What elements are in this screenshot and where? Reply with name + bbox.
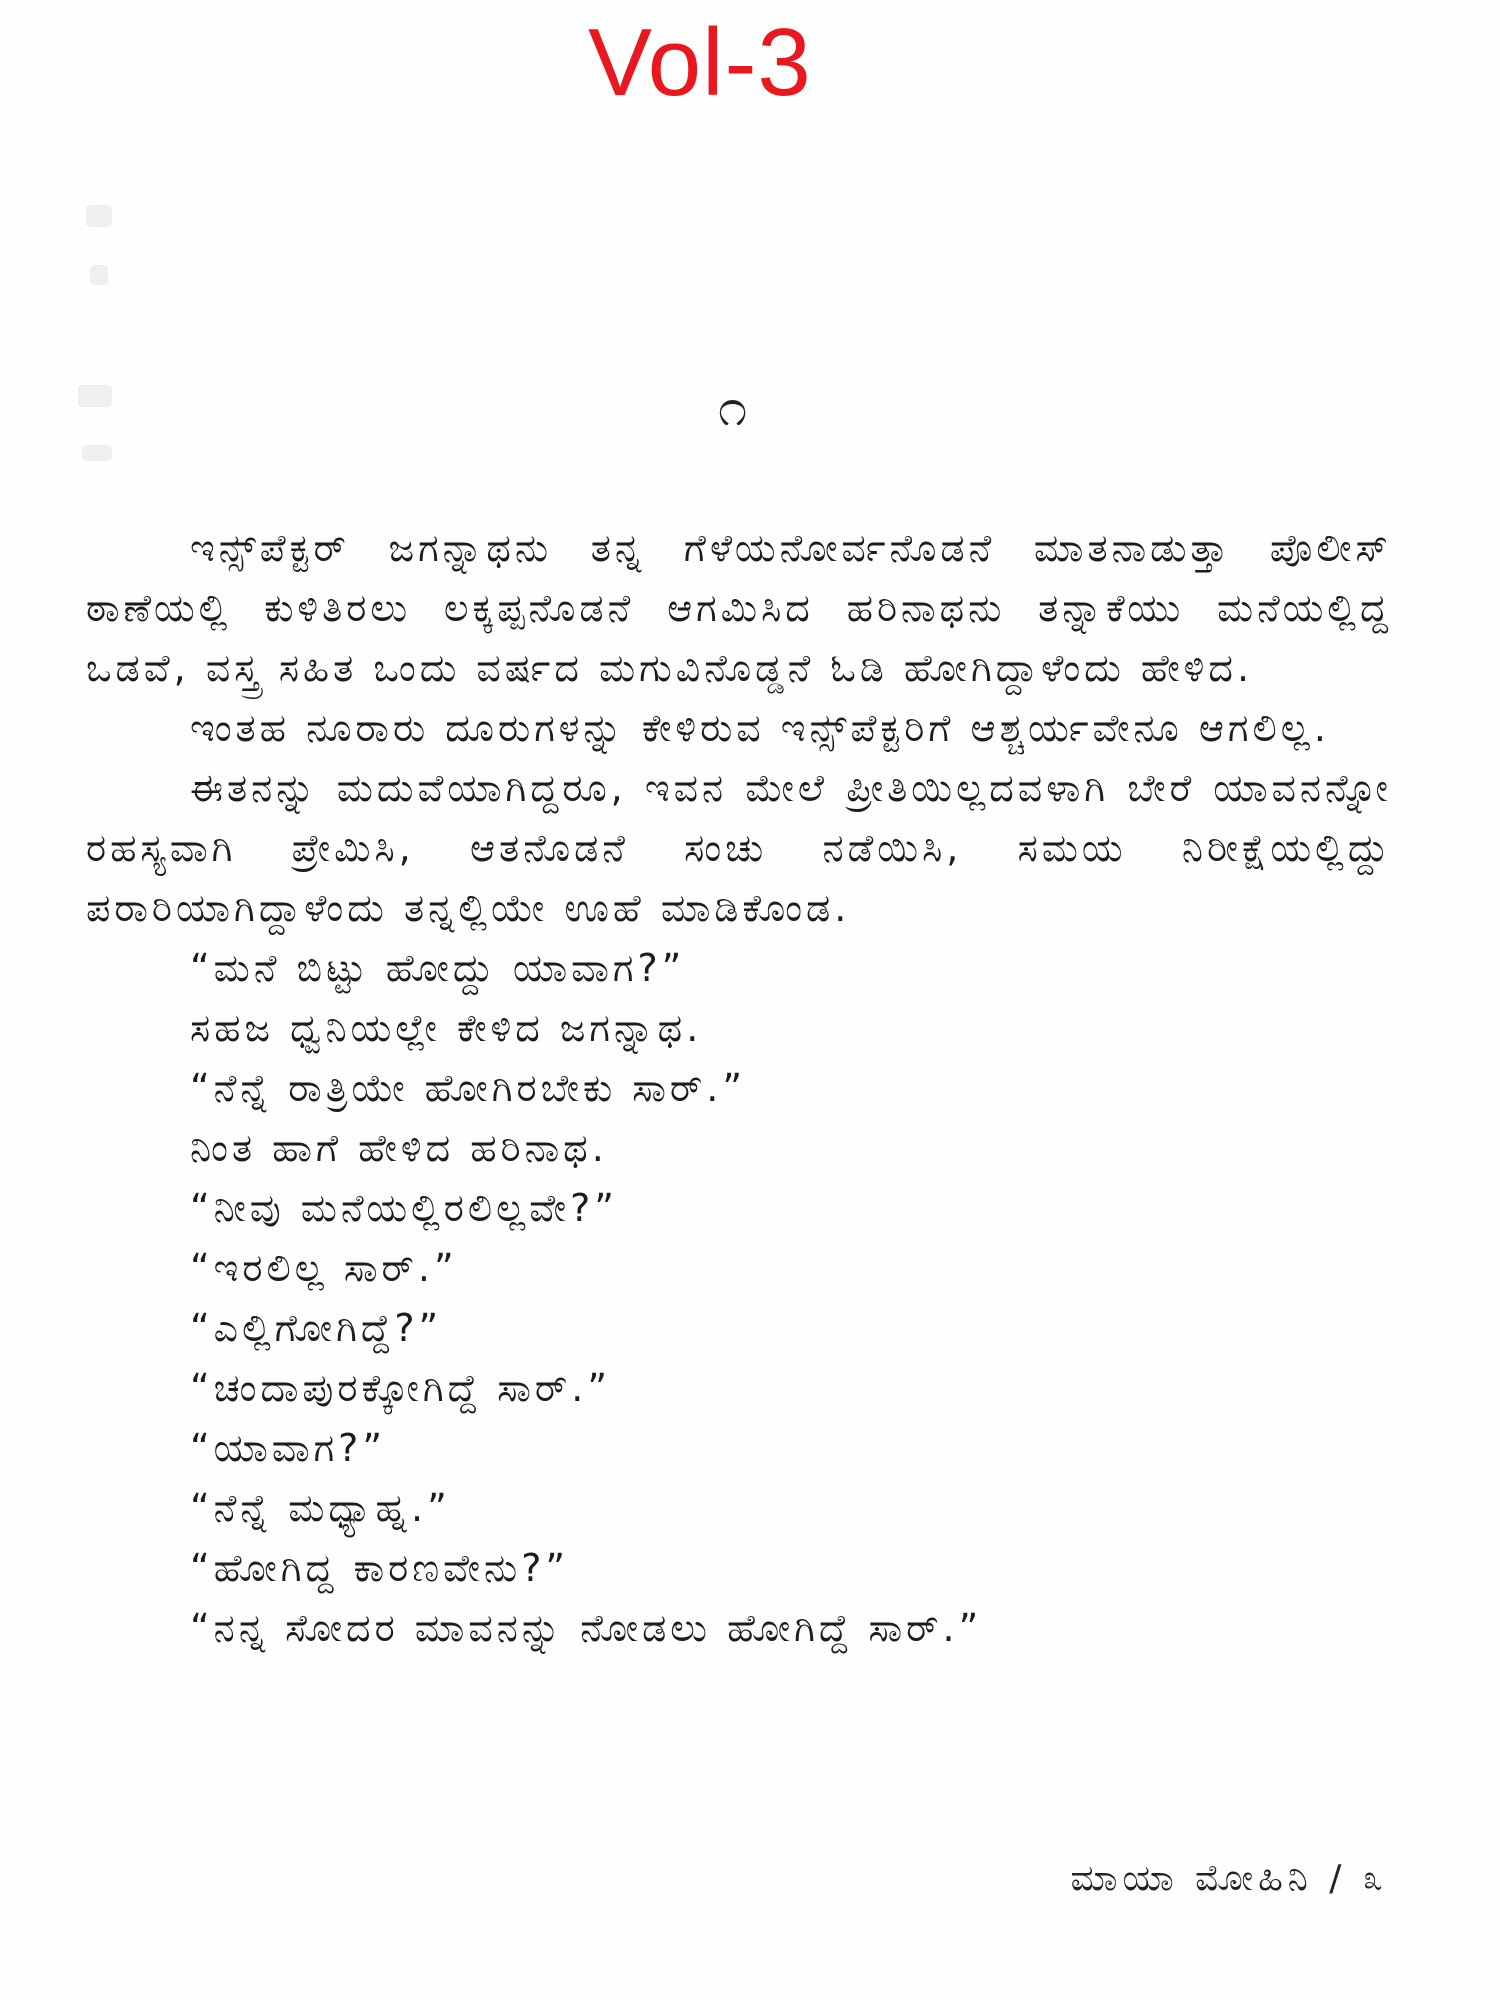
body-text [86,518,1392,1658]
scan-smudge [78,385,112,407]
volume-label: Vol-3 [588,9,812,116]
paragraph: ಈತನನ್ನು ಮದುವೆಯಾಗಿದ್ದರೂ, ಇವನ ಮೇಲೆ ಪ್ರೀತಿಯಿಲ್ಲದವಳಾಗಿ ಬೇರೆ ಯಾವನನ್ನೋ ರಹಸ್ಯವಾಗಿ ಪ್ರೇಮಿಸಿ, ಆತನೊಡನೆ ಸಂಚು ನಡೆಯಿಸಿ, ಸಮಯ ನಿರೀಕ್ಷೆಯಲ್ಲಿದ್ದು ಪರಾರಿಯಾಗಿದ್ದಾಳೆಂದು ತನ್ನಲ್ಲಿಯೇ ಊಹೆ ಮಾಡಿಕೊಂಡ. [86,766,1392,930]
dialogue-line: “ನೀವು ಮನೆಯಲ್ಲಿರಲಿಲ್ಲವೇ?” [190,1186,618,1230]
narration-line: ಸಹಜ ಧ್ವನಿಯಲ್ಲೇ ಕೇಳಿದ ಜಗನ್ನಾಥ. [190,1006,703,1050]
dialogue-line: “ಎಲ್ಲಿಗೋಗಿದ್ದೆ?” [190,1306,443,1350]
page-footer: ಮಾಯಾ ಮೋಹಿನಿ / ೩ [1070,1858,1388,1899]
dialogue-line: “ಇರಲಿಲ್ಲ ಸಾರ್.” [190,1246,458,1290]
dialogue-line: “ಚಂದಾಪುರಕ್ಕೋಗಿದ್ದೆ ಸಾರ್.” [190,1366,612,1410]
scan-smudge [86,205,112,227]
dialogue-line: “ಹೋಗಿದ್ದ ಕಾರಣವೇನು?” [190,1546,570,1590]
dialogue-line: “ನನ್ನ ಸೋದರ ಮಾವನನ್ನು ನೋಡಲು ಹೋಗಿದ್ದೆ ಸಾರ್.” [190,1606,983,1650]
dialogue-line: “ನೆನ್ನೆ ರಾತ್ರಿಯೇ ಹೋಗಿರಬೇಕು ಸಾರ್.” [190,1066,747,1110]
narration-line: ನಿಂತ ಹಾಗೆ ಹೇಳಿದ ಹರಿನಾಥ. [190,1126,608,1170]
dialogue-line: “ಯಾವಾಗ?” [190,1426,387,1470]
paragraph: ಇಂತಹ ನೂರಾರು ದೂರುಗಳನ್ನು ಕೇಳಿರುವ ಇನ್ಸ್‌ಪೆಕ್ಟರಿಗೆ ಆಶ್ಚರ್ಯವೇನೂ ಆಗಲಿಲ್ಲ. [190,706,1330,750]
dialogue-line: “ನೆನ್ನೆ ಮಧ್ಯಾಹ್ನ.” [190,1486,451,1530]
scan-smudge [90,265,108,285]
dialogue-line: “ಮನೆ ಬಿಟ್ಟು ಹೋದ್ದು ಯಾವಾಗ?” [190,946,686,990]
chapter-number: ೧ [718,378,748,438]
paragraph: ಇನ್ಸ್‌ಪೆಕ್ಟರ್ ಜಗನ್ನಾಥನು ತನ್ನ ಗೆಳೆಯನೋರ್ವನೊಡನೆ ಮಾತನಾಡುತ್ತಾ ಪೊಲೀಸ್ ಠಾಣೆಯಲ್ಲಿ ಕುಳಿತಿರಲು ಲಕ್ಕಪ್ಪನೊಡನೆ ಆಗಮಿಸಿದ ಹರಿನಾಥನು ತನ್ನಾಕೆಯು ಮನೆಯಲ್ಲಿದ್ದ ಒಡವೆ, ವಸ್ತ್ರ ಸಹಿತ ಒಂದು ವರ್ಷದ ಮಗುವಿನೊಡ್ಡನೆ ಓಡಿ ಹೋಗಿದ್ದಾಳೆಂದು ಹೇಳಿದ. [86,526,1392,690]
scan-smudge [82,445,112,461]
